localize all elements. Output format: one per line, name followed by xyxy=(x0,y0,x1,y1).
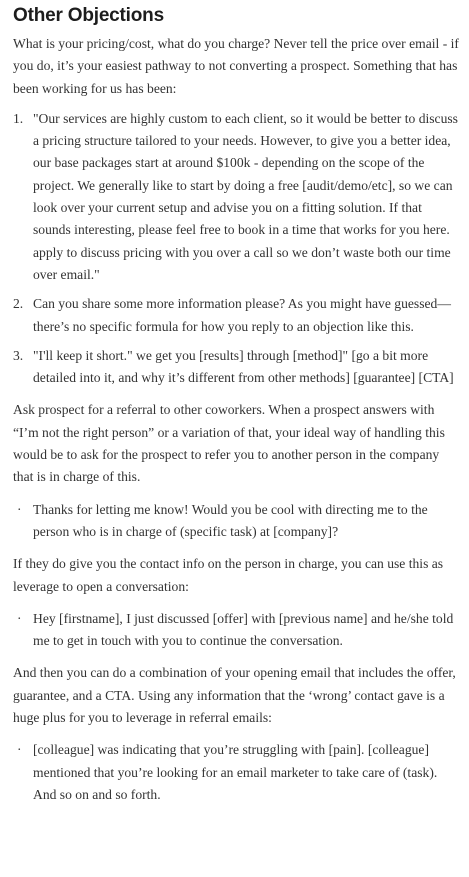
item-text: "Our services are highly custom to each client, so it would be better to discuss a pricing structure tailored to your needs. However, to give you a better idea, our base packages start at around $100k - depending on the scope of the project. We generally like to start by doing a free [audit/demo/etc], so we can look over your current setup and advise you on a fitting solution. If that sounds interesting, please feel free to book in a time that works for you here. apply to discuss pricing with you over a call so we don’t waste both our time over email." xyxy=(33,110,458,282)
bullet-dot: · xyxy=(17,610,22,626)
numbered-item-3 xyxy=(13,345,459,390)
contact-paragraph: If they do give you the contact info on the person in charge, you can use this as leverage to open a conversation: xyxy=(13,556,444,594)
item-number: 3. xyxy=(13,347,24,363)
item-text: Can you share some more information please? As you might have guessed—there’s no specific formula for how you reply to an objection like this. xyxy=(33,296,451,334)
bullet-text: Thanks for letting me know! Would you be cool with directing me to the person who is in charge of (specific task) at [company]? xyxy=(33,501,428,539)
page-title: Other Objections xyxy=(13,5,164,26)
numbered-item-1 xyxy=(13,108,459,286)
bullet-dot: · xyxy=(17,501,22,517)
bullet-item xyxy=(13,499,459,544)
numbered-list xyxy=(13,108,459,390)
bullet-dot: · xyxy=(17,742,22,758)
combination-paragraph: And then you can do a combination of your opening email that includes the offer, guarantee, and a CTA. Using any information that the ‘wrong’ contact gave is a huge plus for you to leverage in referral emails: xyxy=(13,665,456,726)
item-number: 2. xyxy=(13,296,24,312)
bullet-list-2 xyxy=(13,608,459,653)
bullet-item xyxy=(13,608,459,653)
intro-paragraph: What is your pricing/cost, what do you charge? Never tell the price over email - if you do, it’s your easiest pathway to not converting a prospect. Something that has been working for us has been: xyxy=(13,36,459,96)
bullet-text: Hey [firstname], I just discussed [offer] with [previous name] and he/she told me to get in touch with you to continue the conversation. xyxy=(33,610,454,649)
bullet-list-1 xyxy=(13,499,459,544)
bullet-list-3 xyxy=(13,739,459,806)
bullet-text: [colleague] was indicating that you’re struggling with [pain]. [colleague] mentioned that you’re looking for an email marketer to take care of (task). And so on and so forth. xyxy=(33,742,438,802)
item-text: "I'll keep it short." we get you [results] through [method]" [go a bit more detailed into it, and why it’s different from other methods] [guarantee] [CTA] xyxy=(33,347,454,386)
referral-paragraph: Ask prospect for a referral to other coworkers. When a prospect answers with “I’m not the right person” or a variation of that, your ideal way of handling this would be to ask for the prospect to refer you to another person in the company that is in charge of this. xyxy=(13,402,445,485)
bullet-item xyxy=(13,739,459,806)
item-number: 1. xyxy=(13,110,24,126)
numbered-item-2 xyxy=(13,293,459,338)
